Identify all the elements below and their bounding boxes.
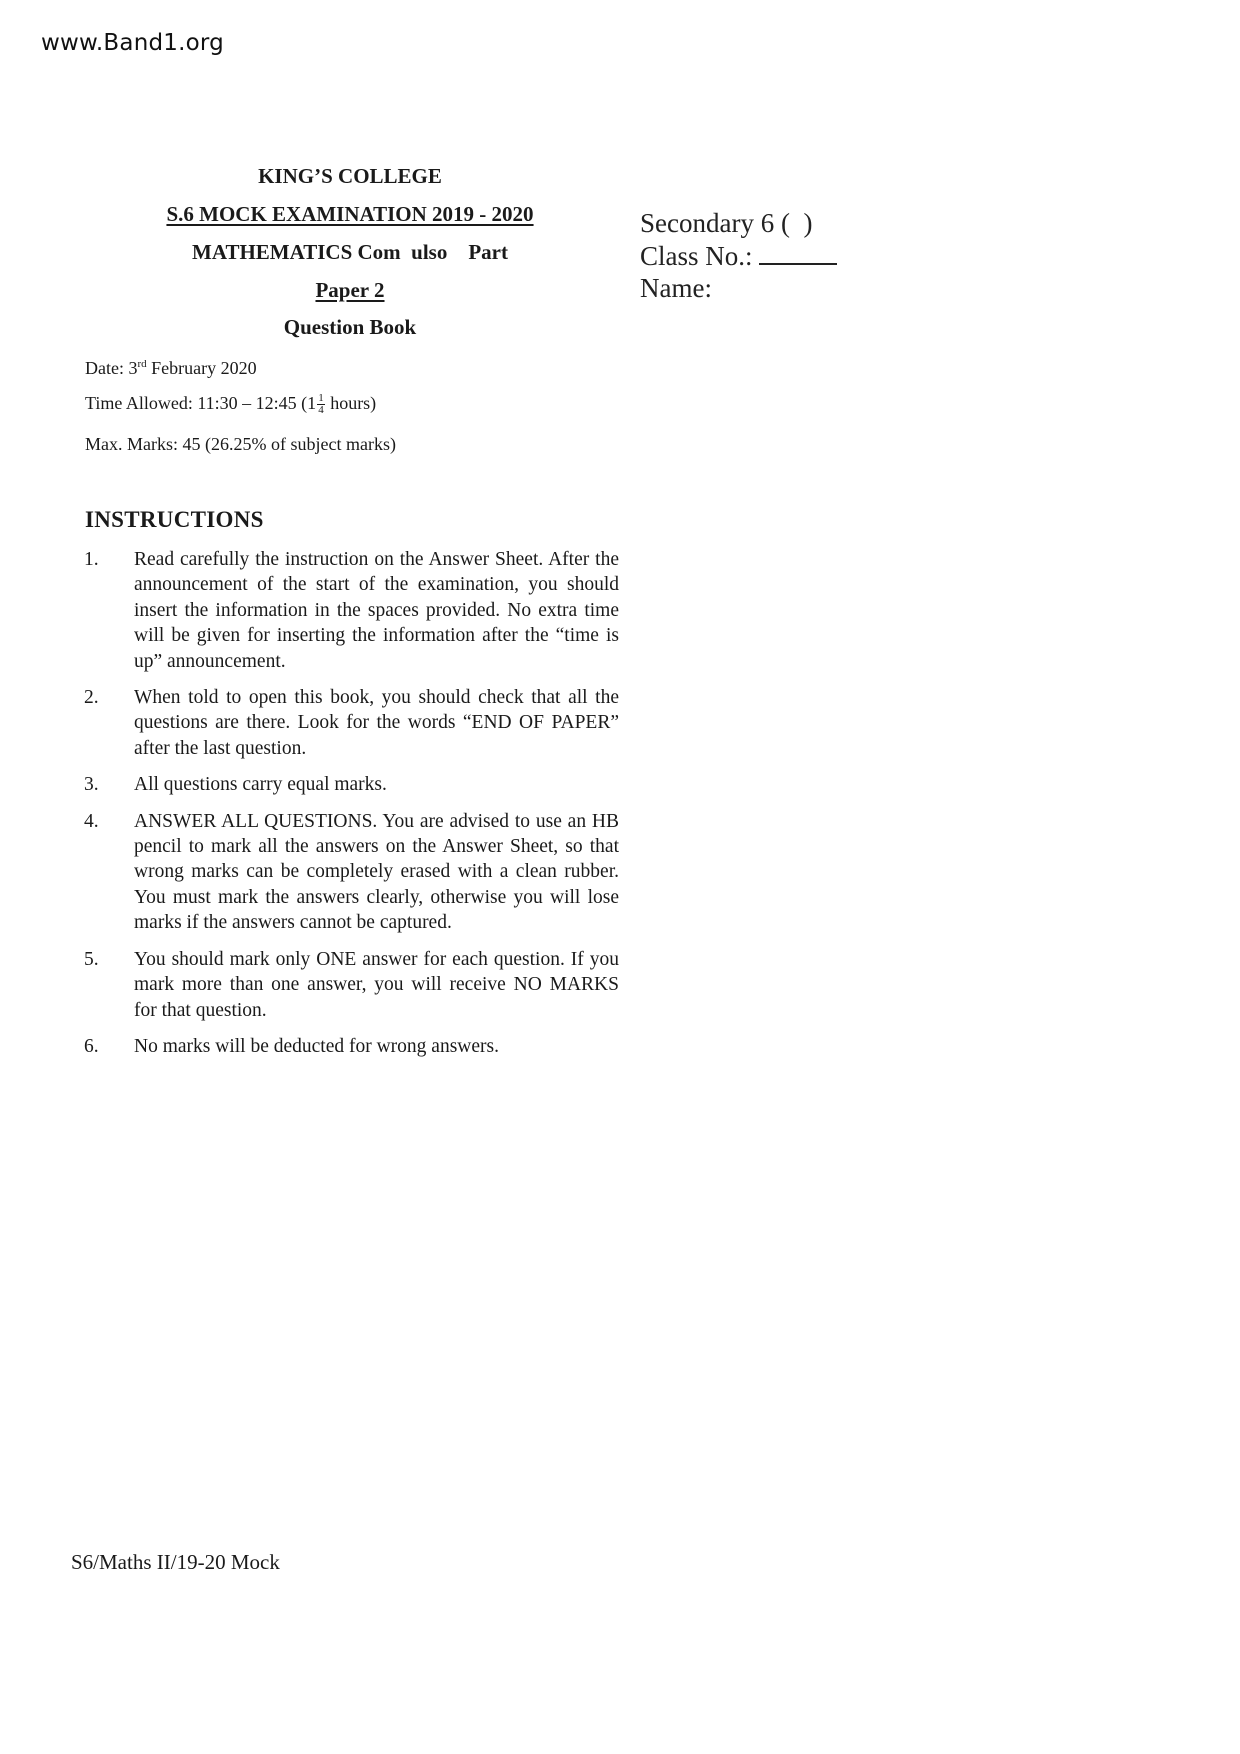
- instruction-text: All questions carry equal marks.: [134, 774, 387, 796]
- fraction-numerator: 1: [318, 392, 324, 405]
- date-prefix: Date: 3: [85, 358, 138, 378]
- date-ordinal: rd: [137, 358, 147, 370]
- paper-title: Paper 2: [315, 278, 385, 302]
- date-rest: February 2020: [146, 358, 257, 378]
- fraction-denominator: 4: [318, 404, 324, 417]
- instruction-item: [84, 772, 619, 797]
- book-title: Question Book: [283, 315, 417, 339]
- instruction-text: Read carefully the instruction on the Answer Sheet. After the announcement of the start of the examination, you should insert the information in the spaces provided. No extra time will be given for inserting the information after the “time is up” announcement.: [134, 549, 619, 672]
- class-number-blank: [759, 241, 837, 265]
- instructions-list: [84, 547, 619, 1070]
- name-label: Name:: [640, 273, 712, 303]
- instruction-number: 4.: [84, 810, 99, 832]
- instruction-text: When told to open this book, you should check that all the questions are there. Look for the words “END OF PAPER” after the last question.: [134, 687, 619, 759]
- instruction-text: You should mark only ONE answer for each question. If you mark more than one answer, you will receive NO MARKS for that question.: [134, 948, 619, 1021]
- instructions-title: INSTRUCTIONS: [85, 507, 264, 532]
- student-info-block: [640, 207, 837, 305]
- exam-title: S.6 MOCK EXAMINATION 2019 - 2020: [166, 202, 534, 226]
- school-name: KING’S COLLEGE: [258, 164, 442, 188]
- subject-title: MATHEMATICS Com ulso Part: [192, 240, 508, 264]
- class-number-field: [640, 240, 837, 273]
- quarter-fraction: [317, 393, 325, 416]
- secondary-class-label: Secondary 6 ( ): [640, 208, 813, 238]
- instruction-item: [84, 1034, 619, 1059]
- exam-date: [85, 352, 257, 380]
- instruction-item: [84, 809, 619, 936]
- time-suffix: hours): [325, 393, 377, 413]
- instruction-text: No marks will be deducted for wrong answers.: [134, 1035, 499, 1057]
- time-allowed: [85, 391, 376, 416]
- class-number-label: Class No.:: [640, 240, 760, 271]
- footer-reference: S6/Maths II/19-20 Mock: [71, 1550, 280, 1574]
- instruction-number: 6.: [84, 1035, 99, 1057]
- instruction-item: [84, 947, 619, 1023]
- watermark-url: www.Band1.org: [41, 30, 224, 56]
- instruction-number: 5.: [84, 948, 99, 970]
- instruction-number: 3.: [84, 774, 99, 796]
- instruction-item: [84, 547, 619, 674]
- max-marks: Max. Marks: 45 (26.25% of subject marks): [85, 434, 396, 454]
- instruction-number: 2.: [84, 687, 99, 709]
- instruction-text: ANSWER ALL QUESTIONS. You are advised to use an HB pencil to mark all the answers on the Answer Sheet, so that wrong marks can be completely erased with a clean rubber. You must mark the answers clearly, otherwise you will lose marks if the answers cannot be captured.: [134, 810, 619, 934]
- instruction-item: [84, 685, 619, 761]
- time-prefix: Time Allowed: 11:30 – 12:45 (1: [85, 393, 317, 413]
- instruction-number: 1.: [84, 549, 99, 570]
